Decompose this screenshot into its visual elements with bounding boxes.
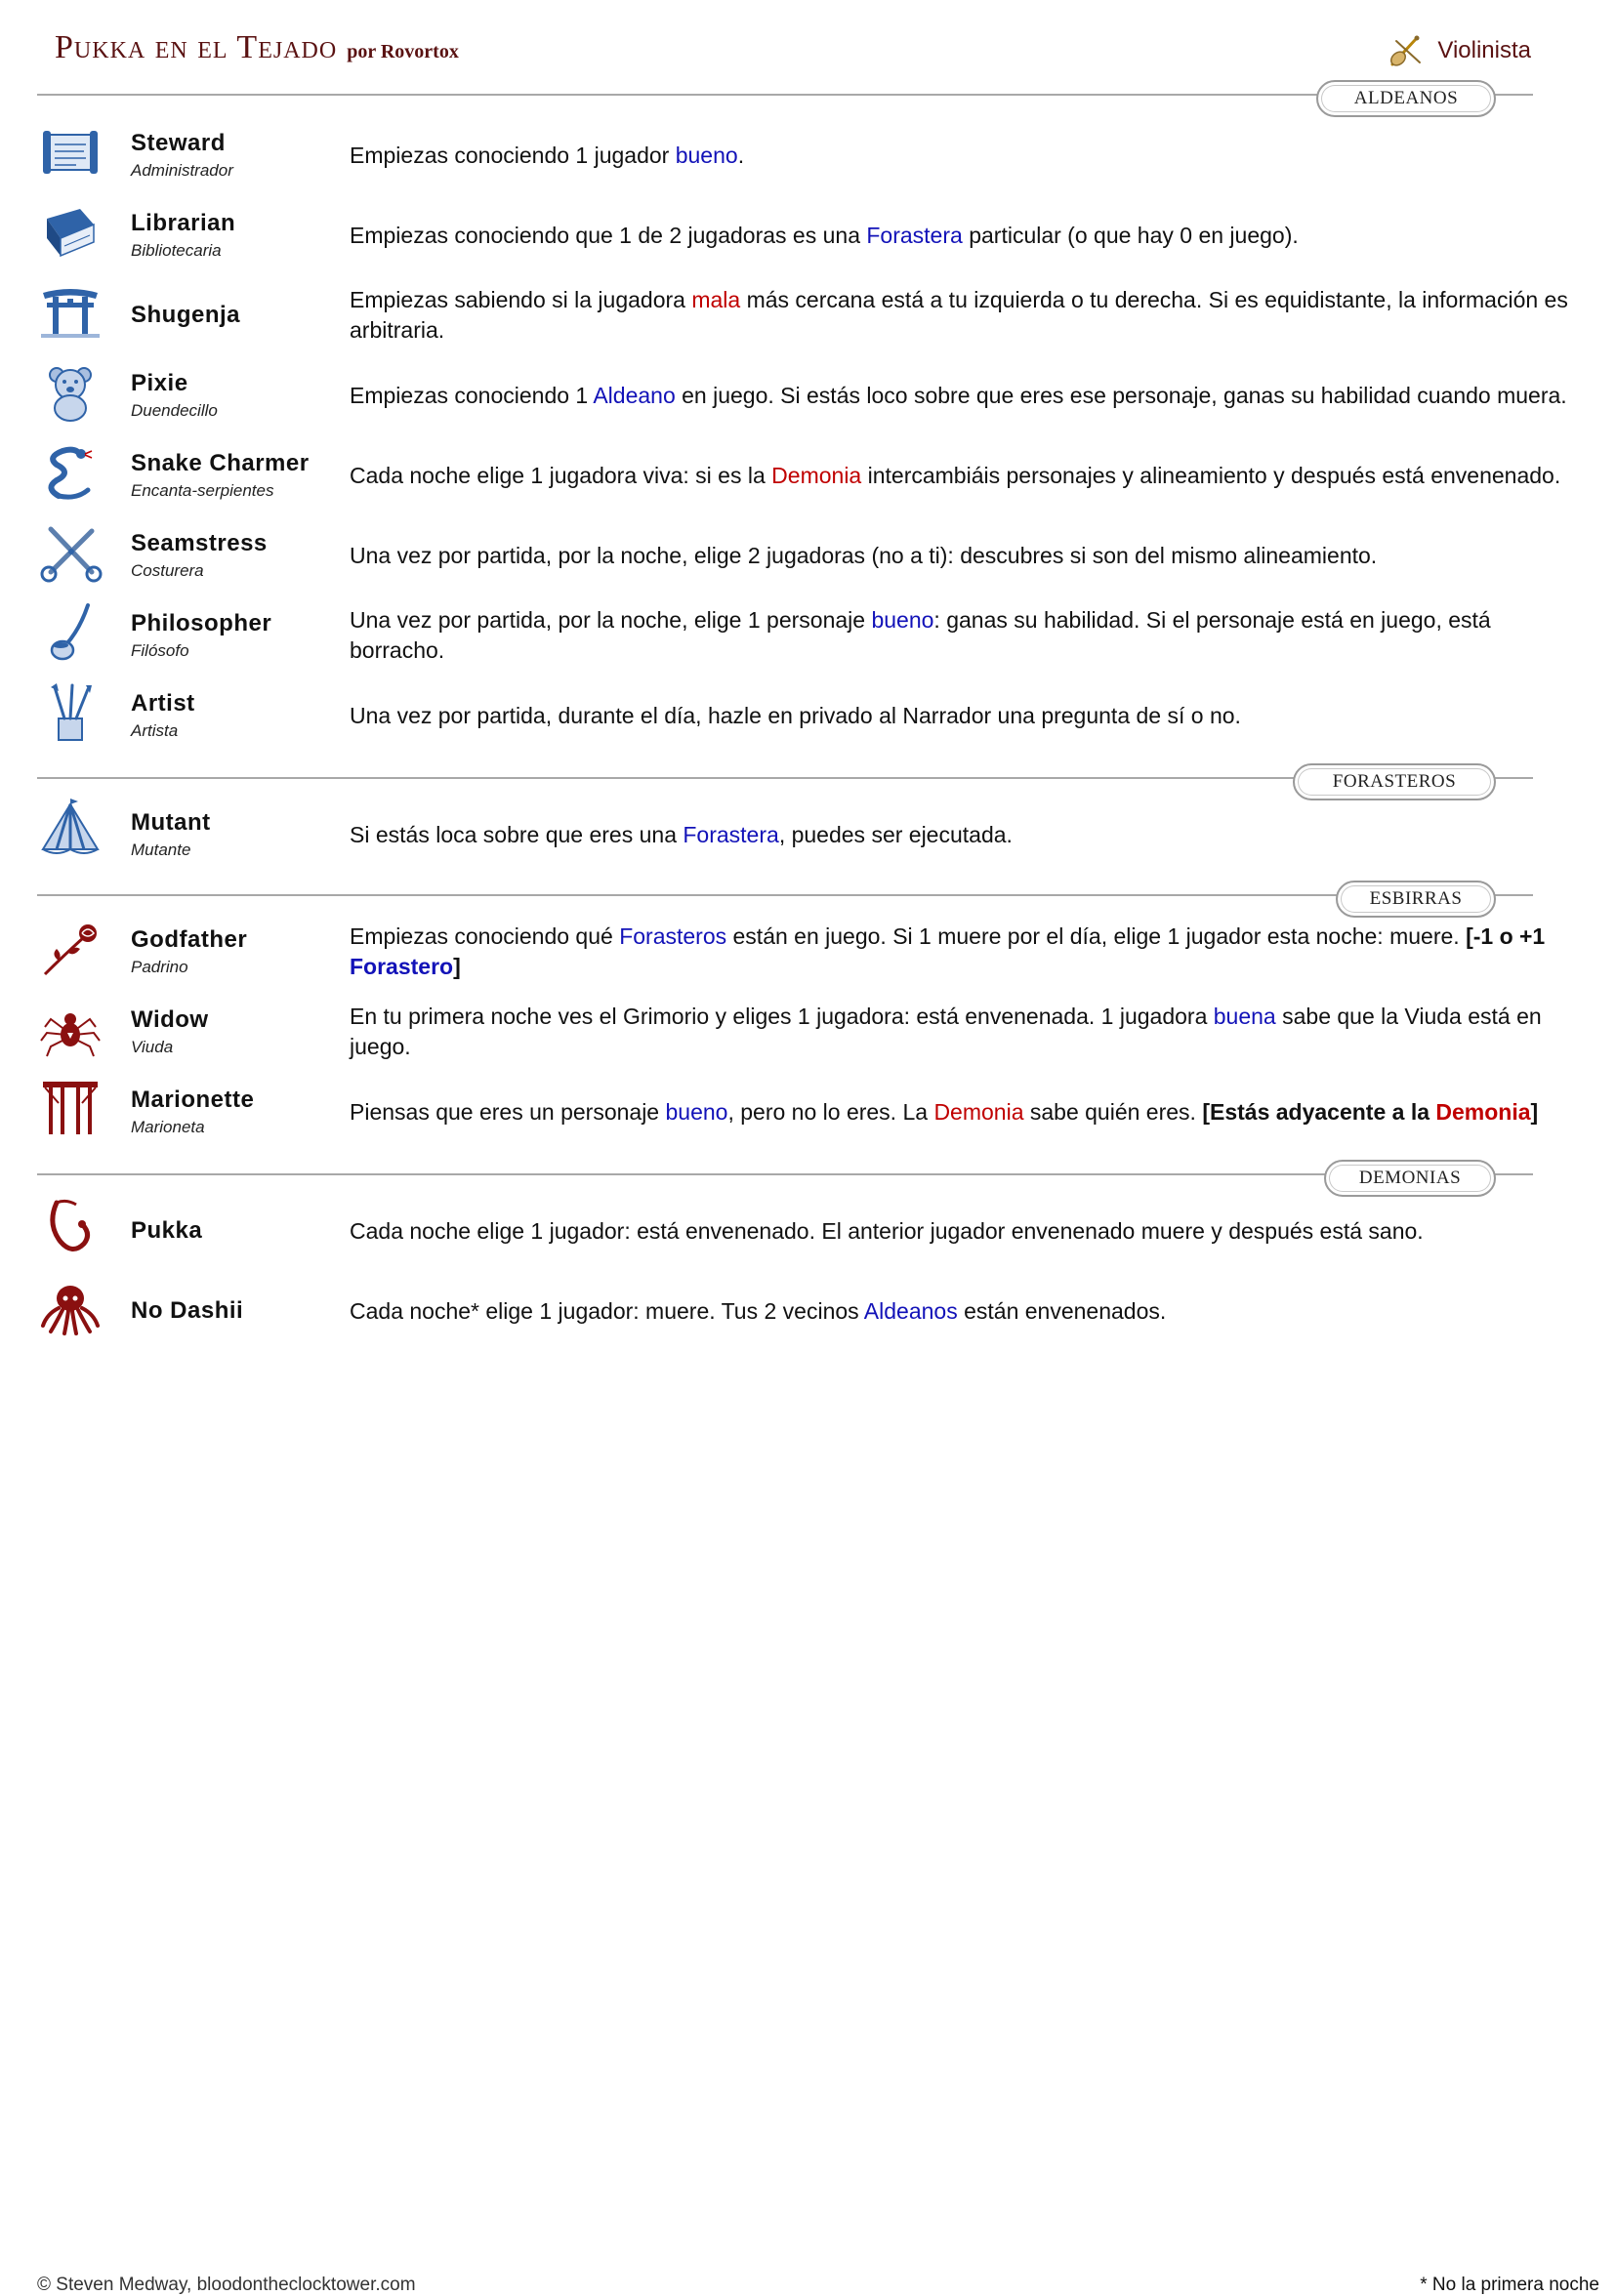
spider-icon [37, 996, 104, 1062]
character-names [131, 595, 326, 676]
section-divider [37, 94, 1533, 96]
character-names [131, 1072, 326, 1152]
snake-icon [37, 439, 104, 506]
character-name: Shugenja [131, 302, 241, 328]
good-keyword: bueno [665, 1098, 728, 1125]
ability-text: Empiezas conociendo 1 jugador [350, 142, 676, 168]
ability-text: Empiezas sabiendo si la jugadora [350, 287, 692, 312]
fiddler-badge [1387, 31, 1531, 70]
first-night-note: * No la primera noche [1420, 2275, 1599, 2295]
character-names [131, 195, 326, 275]
character-ability [350, 992, 1570, 1072]
character-name: Librarian [131, 210, 236, 236]
ability-text: están en juego. Si 1 muere por el día, elige 1 jugador esta noche: muere. [726, 923, 1467, 949]
character-translation: Marioneta [131, 1118, 205, 1136]
good-keyword: bueno [871, 607, 934, 633]
character-translation: Viuda [131, 1038, 174, 1056]
ability-text: Si estás loca sobre que eres una [350, 821, 684, 847]
evil-keyword: Demonia [933, 1098, 1024, 1125]
ability-text: están envenenados. [957, 1297, 1167, 1324]
character-names [131, 676, 326, 756]
ability-text: intercambiáis personajes y alineamiento y después está envenenado. [861, 462, 1561, 488]
script-author: por Rovortox [347, 41, 459, 62]
character-translation: Filósofo [131, 641, 189, 660]
character-name: Marionette [131, 1086, 255, 1113]
ability-text: , pero no lo eres. La [727, 1098, 934, 1125]
character-ability [350, 795, 1570, 875]
character-row-snake-charmer [37, 435, 1561, 515]
scroll-icon [37, 119, 104, 185]
character-name: No Dashii [131, 1297, 244, 1324]
copyright-footer: © Steven Medway, bloodontheclocktower.com [37, 2275, 416, 2295]
character-translation: Administrador [131, 161, 233, 180]
paintbrush-icon [37, 679, 104, 746]
character-name: Snake Charmer [131, 450, 310, 476]
character-row-artist [37, 676, 1533, 756]
ability-text: , puedes ser ejecutada. [778, 821, 1013, 847]
character-names [131, 1271, 326, 1351]
good-keyword: Forastera [683, 821, 779, 847]
ability-text: . [737, 142, 745, 168]
character-names [131, 275, 326, 355]
character-row-seamstress [37, 515, 1533, 595]
good-keyword: bueno [675, 142, 738, 168]
fiddler-label: Violinista [1437, 37, 1531, 63]
character-names [131, 795, 326, 875]
ability-text: Cada noche* elige 1 jugador: muere. Tus 2 vecinos [350, 1297, 864, 1324]
ability-text: Empiezas conociendo qué [350, 923, 620, 949]
evil-keyword: Demonia [771, 462, 862, 488]
character-name: Pixie [131, 370, 188, 396]
good-keyword: Forastero [350, 954, 454, 979]
character-translation: Duendecillo [131, 401, 218, 420]
section-divider [37, 1173, 1533, 1175]
character-names [131, 435, 326, 515]
circus-tent-icon [37, 799, 104, 865]
section-label-townsfolk: ALDEANOS [1316, 80, 1496, 117]
torii-gate-icon [37, 279, 104, 346]
character-translation: Artista [131, 721, 179, 740]
character-row-pixie [37, 355, 1567, 435]
character-ability [350, 115, 1570, 195]
character-name: Pukka [131, 1217, 203, 1244]
character-ability [350, 355, 1570, 435]
rose-icon [37, 916, 104, 982]
good-keyword: buena [1213, 1004, 1276, 1029]
character-name: Seamstress [131, 530, 268, 556]
section-divider [37, 894, 1533, 896]
character-ability [350, 195, 1570, 275]
ability-text: particular (o que hay 0 en juego). [962, 222, 1299, 248]
character-names [131, 355, 326, 435]
character-translation: Mutante [131, 840, 191, 859]
character-name: Steward [131, 130, 226, 156]
ability-text: En tu primera noche ves el Grimorio y eliges 1 jugadora: está envenenada. 1 jugadora [350, 1004, 1214, 1029]
character-translation: Bibliotecaria [131, 241, 222, 260]
character-name: Widow [131, 1006, 209, 1033]
character-translation: Costurera [131, 561, 204, 580]
character-ability [350, 435, 1570, 515]
ability-text: Una vez por partida, por la noche, elige 1 personaje [350, 607, 872, 633]
scissors-icon [37, 519, 104, 586]
character-translation: Encanta-serpientes [131, 481, 274, 500]
pipe-icon [37, 599, 104, 666]
character-ability [350, 595, 1570, 676]
good-keyword: Aldeanos [863, 1297, 958, 1324]
ability-text: en juego. Si estás loco sobre que eres ese personaje, ganas su habilidad cuando muera. [675, 382, 1567, 408]
character-name: Philosopher [131, 610, 272, 636]
section-label-minions: ESBIRRAS [1336, 881, 1496, 918]
good-keyword: Forasteros [619, 923, 727, 949]
character-ability [350, 1271, 1570, 1351]
teddy-bear-icon [37, 359, 104, 426]
character-names [131, 1191, 326, 1271]
marionette-icon [37, 1076, 104, 1142]
ability-text: sabe quién eres. [1023, 1098, 1203, 1125]
character-row-godfather [37, 912, 1546, 992]
character-name: Artist [131, 690, 195, 717]
character-name: Godfather [131, 926, 248, 953]
character-ability [350, 515, 1570, 595]
ability-text: [-1 o +1 [1466, 923, 1546, 949]
character-row-pukka [37, 1191, 1533, 1271]
character-ability [350, 1072, 1570, 1152]
character-row-steward [37, 115, 1533, 195]
character-row-shugenja [37, 275, 1568, 355]
evil-keyword: mala [691, 287, 741, 312]
evil-keyword: Demonia [1435, 1098, 1531, 1125]
character-names [131, 992, 326, 1072]
ability-text: ] [453, 954, 461, 979]
octopus-icon [37, 1275, 104, 1341]
character-name: Mutant [131, 809, 211, 836]
book-icon [37, 199, 104, 266]
ability-text: Cada noche elige 1 jugador: está envenenado. El anterior jugador envenenado muere y después está sano. [350, 1217, 1424, 1244]
character-row-no-dashii [37, 1271, 1533, 1351]
fiddler-icon [1387, 31, 1426, 70]
ability-text: [Estás adyacente a la [1202, 1098, 1436, 1125]
character-ability [350, 275, 1570, 355]
script-header [55, 29, 1531, 88]
character-row-librarian [37, 195, 1533, 275]
ability-text: : ganas su habilidad. Si el personaje está en juego, está borracho. [350, 607, 1491, 663]
section-label-demons: DEMONIAS [1324, 1160, 1496, 1197]
ability-text: Empiezas conociendo que 1 de 2 jugadoras es una [350, 222, 867, 248]
good-keyword: Aldeano [593, 382, 676, 408]
section-label-outsiders: FORASTEROS [1293, 763, 1496, 800]
character-translation: Padrino [131, 958, 188, 976]
ability-text: Cada noche elige 1 jugadora viva: si es la [350, 462, 772, 488]
character-row-philosopher [37, 595, 1533, 676]
character-row-marionette [37, 1072, 1539, 1152]
character-ability [350, 1191, 1570, 1271]
pukka-icon [37, 1195, 104, 1261]
character-names [131, 912, 326, 992]
character-names [131, 115, 326, 195]
character-row-mutant [37, 795, 1533, 875]
ability-text: Una vez por partida, durante el día, hazle en privado al Narrador una pregunta de sí o no. [350, 702, 1241, 728]
ability-text: Empiezas conociendo 1 [350, 382, 594, 408]
character-row-widow [37, 992, 1542, 1072]
ability-text: Piensas que eres un personaje [350, 1098, 666, 1125]
character-names [131, 515, 326, 595]
script-title: Pukka en el Tejado por Rovortox [55, 29, 459, 65]
good-keyword: Forastera [866, 222, 963, 248]
ability-text: más cercana está a tu izquierda o tu derecha. Si es equidistante, la información es arbitraria. [350, 287, 1568, 343]
ability-text: Una vez por partida, por la noche, elige 2 jugadoras (no a ti): descubres si son del mismo alineamiento. [350, 542, 1378, 568]
character-ability [350, 676, 1570, 756]
ability-text: sabe que la Viuda está en juego. [350, 1004, 1542, 1059]
ability-text: ] [1530, 1098, 1539, 1125]
character-ability [350, 912, 1570, 992]
